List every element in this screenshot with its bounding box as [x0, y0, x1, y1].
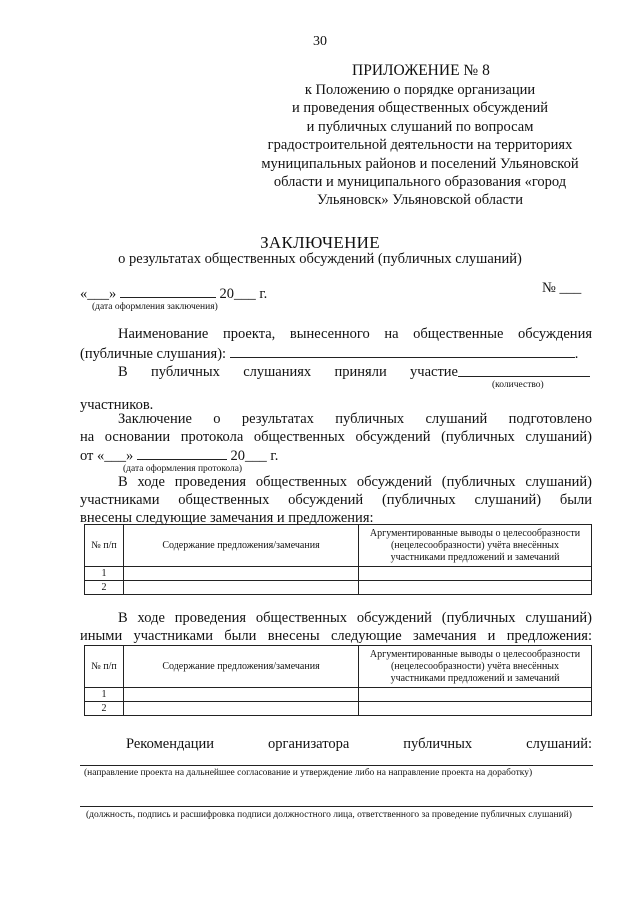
protocol-text: Заключение о результатах публичных слушаний подготовлено [118, 411, 592, 427]
conclusion-date-field[interactable] [80, 285, 267, 303]
table-header-row [85, 525, 592, 567]
table-row[interactable] [85, 688, 592, 702]
participants-count-blank[interactable] [458, 364, 590, 377]
document-subtitle: о результатах общественных обсуждений (публичных слушаний) [118, 251, 522, 267]
remarks-text: внесены следующие замечания и предложения: [80, 510, 374, 526]
table-cell[interactable] [359, 688, 592, 702]
remarks-table [84, 524, 592, 595]
appendix-line: к Положению о порядке организации [304, 82, 536, 98]
column-header: № п/п [85, 646, 124, 688]
appendix-title: ПРИЛОЖЕНИЕ № 8 [352, 62, 490, 79]
participants-suffix: участников. [80, 397, 154, 413]
table-cell[interactable] [124, 702, 359, 716]
column-header: Аргументированные выводы о целесообразности (нецелесообразности) учёта внесённых участниками предложений и замечаний [359, 525, 592, 567]
table-cell[interactable] [124, 581, 359, 595]
participants-text: В публичных слушаниях приняли участие [118, 364, 458, 380]
signature-caption: (должность, подпись и расшифровка подписи должностного лица, ответственного за проведение публичных слушаний) [86, 810, 572, 820]
row-number: 2 [85, 581, 124, 595]
other-remarks-text: иными участниками были внесены следующие замечания и предложения: [80, 628, 592, 644]
row-number: 1 [85, 688, 124, 702]
project-name-text: Наименование проекта, вынесенного на общественные обсуждения [118, 326, 592, 342]
table-cell[interactable] [359, 567, 592, 581]
date-year: 20___ г. [219, 286, 268, 302]
signature-field[interactable] [80, 806, 593, 807]
appendix-subtitle [240, 81, 600, 210]
date-caption: (дата оформления заключения) [92, 302, 218, 312]
protocol-text: на основании протокола общественных обсуждений (публичных слушаний) [80, 429, 592, 445]
date-month-blank [120, 285, 216, 298]
date-day: «___» [80, 286, 117, 302]
table-cell[interactable] [359, 581, 592, 595]
table-row[interactable] [85, 567, 592, 581]
other-remarks-table [84, 645, 592, 716]
appendix-line: муниципальных районов и поселений Ульяновской [261, 155, 579, 172]
protocol-date-day: от «___» [80, 448, 134, 464]
row-number: 1 [85, 567, 124, 581]
table-row[interactable] [85, 702, 592, 716]
project-name-blank [230, 345, 575, 358]
appendix-line: и проведения общественных обсуждений [291, 100, 548, 117]
column-header: Аргументированные выводы о целесообразности (нецелесообразности) учёта внесённых участниками предложений и замечаний [359, 646, 592, 688]
protocol-date-year: 20___ г. [230, 448, 279, 464]
other-remarks-text: В ходе проведения общественных обсуждений (публичных слушаний) [118, 610, 592, 626]
appendix-line: Ульяновск» Ульяновской области [316, 192, 524, 209]
table-header-row [85, 646, 592, 688]
remarks-text: участниками общественных обсуждений (публичных слушаний) были [80, 492, 592, 508]
document-title: ЗАКЛЮЧЕНИЕ [260, 233, 380, 252]
direction-field[interactable] [80, 765, 593, 766]
conclusion-number-field[interactable]: № ___ [542, 280, 582, 296]
table-cell[interactable] [124, 688, 359, 702]
column-header: № п/п [85, 525, 124, 567]
appendix-line: области и муниципального образования «город [273, 174, 567, 191]
project-name-label: (публичные слушания): [80, 346, 227, 362]
table-cell[interactable] [124, 567, 359, 581]
column-header: Содержание предложения/замечания [124, 646, 359, 688]
column-header: Содержание предложения/замечания [124, 525, 359, 567]
recommendations-label: Рекомендации организатора публичных слушаний: [126, 736, 592, 752]
direction-caption: (направление проекта на дальнейшее согласование и утверждение либо на направление проекта на доработку) [84, 768, 533, 778]
appendix-line: градостроительной деятельности на территориях [267, 137, 573, 154]
project-name-field[interactable]: (публичные слушания): . [80, 346, 579, 362]
protocol-date-blank [137, 447, 227, 460]
table-cell[interactable] [359, 702, 592, 716]
row-number: 2 [85, 702, 124, 716]
protocol-caption: (дата оформления протокола) [123, 464, 243, 474]
page-number: 30 [313, 34, 327, 49]
quantity-caption: (количество) [492, 380, 544, 390]
appendix-line: и публичных слушаний по вопросам [306, 118, 534, 135]
remarks-text: В ходе проведения общественных обсуждений (публичных слушаний) [118, 474, 592, 490]
protocol-date-field[interactable] [80, 447, 592, 465]
table-row[interactable] [85, 581, 592, 595]
